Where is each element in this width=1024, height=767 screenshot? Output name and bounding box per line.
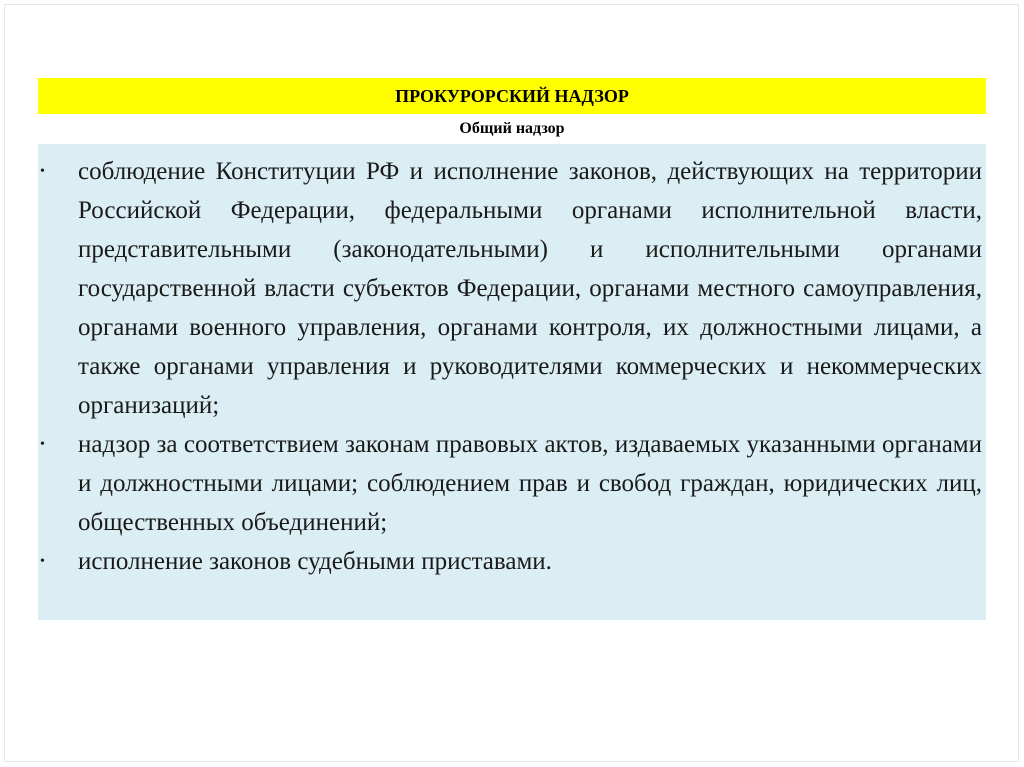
bullet-icon: • (40, 554, 45, 569)
content-table (38, 78, 986, 620)
bullet-icon: • (40, 164, 45, 179)
table-title: ПРОКУРОРСКИЙ НАДЗОР (38, 78, 986, 114)
list-item-text: соблюдение Конституции РФ и исполнение законов, действующих на территории Российской Федерации, федеральными органами исполнительной власти, представительными (законодательными) и исполнительными органами государственной власти субъектов Федерации, органами местного самоуправления, органами военного управления, органами контроля, их должностными лицами, а также органами управления и руководителями коммерческих и некоммерческих организаций; (78, 158, 982, 419)
list-item (38, 152, 986, 425)
list-item-text: исполнение законов судебными приставами. (78, 548, 552, 575)
list-item-text: надзор за соответствием законам правовых актов, издаваемых указанными органами и должностными лицами; соблюдением прав и свобод граждан, юридических лиц, общественных объединений; (78, 431, 982, 536)
bullet-icon: • (40, 437, 45, 452)
list-item (38, 542, 986, 581)
list-item (38, 425, 986, 542)
bullet-list (38, 144, 986, 620)
table-subtitle: Общий надзор (38, 114, 986, 144)
